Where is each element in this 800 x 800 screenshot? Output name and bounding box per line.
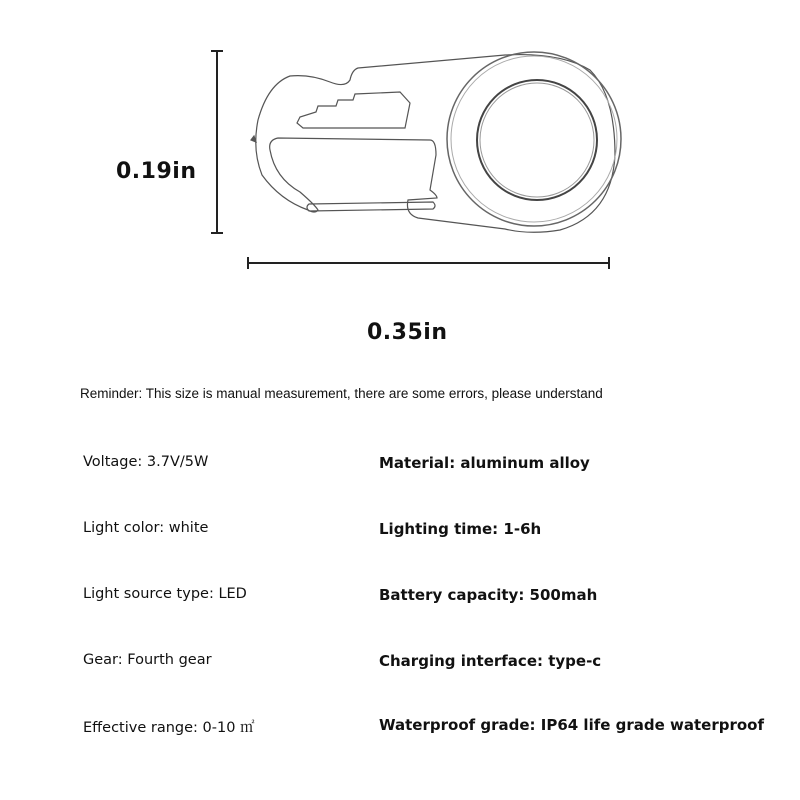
measurement-reminder: Reminder: This size is manual measurement, there are some errors, please understand — [80, 386, 603, 401]
spec-battery-capacity: Battery capacity: 500mah — [379, 586, 598, 604]
spec-waterproof-grade: Waterproof grade: IP64 life grade waterproof — [379, 716, 765, 734]
spec-voltage: Voltage: 3.7V/5W — [83, 454, 209, 470]
product-drawing — [0, 0, 800, 300]
width-dimension-line — [248, 257, 609, 269]
flashlight-carabiner-icon — [251, 55, 615, 233]
spec-gear: Gear: Fourth gear — [83, 652, 212, 668]
spec-lighting-time: Lighting time: 1-6h — [379, 520, 542, 538]
spec-light-color: Light color: white — [83, 520, 209, 536]
lens-icon — [447, 52, 621, 226]
spec-material: Material: aluminum alloy — [379, 454, 590, 472]
height-dimension-line — [211, 51, 223, 233]
spec-charging-interface: Charging interface: type-c — [379, 652, 602, 670]
width-label: 0.35in — [367, 320, 448, 345]
spec-effective-range: Effective range: 0-10 ㎡ — [83, 720, 255, 736]
spec-light-source: Light source type: LED — [83, 586, 247, 602]
height-label: 0.19in — [116, 159, 197, 184]
